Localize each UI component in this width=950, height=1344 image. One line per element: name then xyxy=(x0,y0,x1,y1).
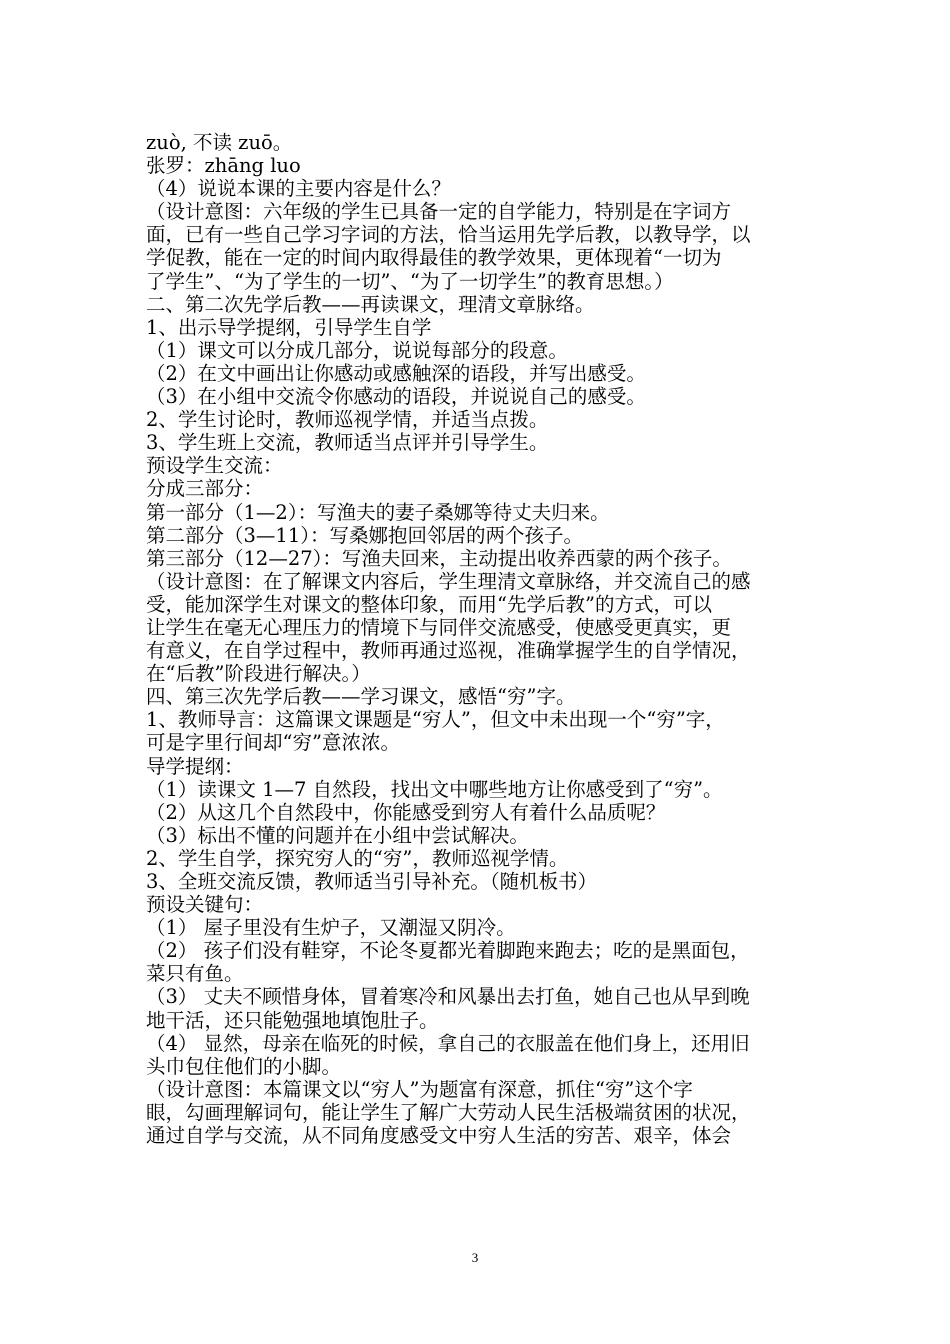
text-line: 地干活，还只能勉强地填饱肚子。 xyxy=(146,1008,439,1032)
text-line: （2） 孩子们没有鞋穿，不论冬夏都光着脚跑来跑去；吃的是黑面包， xyxy=(146,939,750,963)
text-line: 面，已有一些自己学习字词的方法，恰当运用先学后教，以教导学，以 xyxy=(146,223,751,247)
text-line: （设计意图：六年级的学生已具备一定的自学能力，特别是在字词方 xyxy=(146,200,732,224)
text-line: （1）课文可以分成几部分，说说每部分的段意。 xyxy=(146,338,568,362)
text-line: zuò, 不读 zuō。 xyxy=(146,131,293,154)
text-line: 第一部分（1—2）：写渔夫的妻子桑娜等待丈夫归来。 xyxy=(146,500,610,524)
text-line: （2）从这几个自然段中，你能感受到穷人有着什么品质呢？ xyxy=(146,800,666,824)
text-line: （3）在小组中交流令你感动的语段，并说说自己的感受。 xyxy=(146,385,646,409)
page-number: 3 xyxy=(471,1250,479,1265)
text-line: 分成三部分： xyxy=(146,477,264,501)
text-line: 1、教师导言：这篇课文课题是“穷人”，但文中未出现一个“穷”字， xyxy=(146,708,725,732)
text-line: 二、第二次先学后教——再读课文，理清文章脉络。 xyxy=(146,292,595,316)
document-body xyxy=(146,131,816,1147)
text-line: 菜只有鱼。 xyxy=(146,962,244,986)
text-line: （4） 显然，母亲在临死的时候，拿自己的衣服盖在他们身上，还用旧 xyxy=(146,1031,750,1055)
text-line: 了学生”、“为了学生的一切”、“为了一切学生”的教育思想。） xyxy=(146,269,674,293)
text-line: 第三部分（12—27）：写渔夫回来，主动提出收养西蒙的两个孩子。 xyxy=(146,546,732,570)
text-line: 张罗：zhāng luo xyxy=(146,154,301,178)
text-line: 预设关键句： xyxy=(146,893,264,917)
text-line: （3） 丈夫不顾惜身体，冒着寒冷和风暴出去打鱼，她自己也从早到晚 xyxy=(146,985,750,1009)
text-line: 2、学生自学，探究穷人的“穷”，教师巡视学情。 xyxy=(146,846,569,870)
text-line: 眼，勾画理解词句，能让学生了解广大劳动人民生活极端贫困的状况， xyxy=(146,1100,751,1124)
text-line: 受，能加深学生对课文的整体印象，而用“先学后教”的方式，可以 xyxy=(146,592,712,616)
text-line: （1） 屋子里没有生炉子，又潮湿又阴冷。 xyxy=(146,916,516,940)
text-line: 2、学生讨论时，教师巡视学情，并适当点拨。 xyxy=(146,408,549,432)
text-line: 3、全班交流反馈，教师适当引导补充。（随机板书） xyxy=(146,870,598,893)
text-line: （4）说说本课的主要内容是什么？ xyxy=(146,177,451,201)
text-line: 3、学生班上交流，教师适当点评并引导学生。 xyxy=(146,431,549,455)
text-line: 可是字里行间却“穷”意浓浓。 xyxy=(146,731,400,755)
text-line: 让学生在毫无心理压力的情境下与同伴交流感受，使感受更真实，更 xyxy=(146,615,732,639)
text-line: 通过自学与交流，从不同角度感受文中穷人生活的穷苦、艰辛，体会 xyxy=(146,1124,732,1148)
text-line: （设计意图：在了解课文内容后，学生理清文章脉络，并交流自己的感 xyxy=(146,569,751,593)
text-line: 1、出示导学提纲，引导学生自学 xyxy=(146,315,432,339)
text-line: （设计意图：本篇课文以“穷人”为题富有深意，抓住“穷”这个字 xyxy=(146,1077,693,1101)
text-line: 头巾包住他们的小脚。 xyxy=(146,1054,342,1078)
text-line: 有意义，在自学过程中，教师再通过巡视，准确掌握学生的自学情况， xyxy=(146,639,751,663)
text-line: （2）在文中画出让你感动或感触深的语段，并写出感受。 xyxy=(146,361,646,385)
text-line: （1）读课文 1—7 自然段，找出文中哪些地方让你感受到了“穷”。 xyxy=(146,777,723,801)
text-line: 预设学生交流： xyxy=(146,454,283,478)
text-line: 导学提纲： xyxy=(146,754,244,778)
text-line: 学促教，能在一定的时间内取得最佳的教学效果，更体现着“一切为 xyxy=(146,246,722,270)
text-line: 四、第三次先学后教——学习课文，感悟“穷”字。 xyxy=(146,685,576,709)
text-line: 第二部分（3—11）：写桑娜抱回邻居的两个孩子。 xyxy=(146,523,583,547)
text-line: （3）标出不懂的问题并在小组中尝试解决。 xyxy=(146,823,529,847)
text-line: 在“后教”阶段进行解决。） xyxy=(146,662,371,686)
